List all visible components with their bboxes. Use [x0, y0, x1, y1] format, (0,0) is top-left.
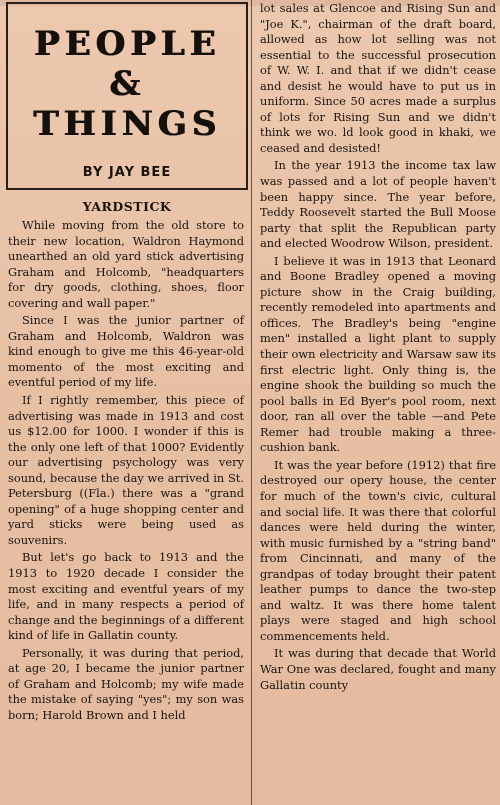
- right-paragraph: It was the year before (1912) that fire destroyed our opery house, the center for much of the town's civic, cultural and social life. It was there that colorful dances were held during the winter, with music furnished by a "string band" from Cincinnati, and many of the grandpas of today brought their patent leather pumps to dance the two-step and waltz. It was there home talent plays were staged and high school commencements held.: [260, 457, 496, 643]
- masthead-line-people: PEOPLE: [33, 24, 221, 64]
- left-paragraph: If I rightly remember, this piece of advertising was made in 1913 and cost us $12.00 for 1000. I wonder if this is the only one left of that 1000? Evidently our advertising psychology was very sound, because the day we arrived in St. Petersburg ((Fla.) there was a "grand opening" of a huge shopping center and yard sticks were being used as souvenirs.: [8, 393, 244, 547]
- byline: BY JAY BEE: [82, 165, 172, 180]
- left-paragraph: While moving from the old store to their new location, Waldron Haymond unearthed an old yard stick advertising Graham and Holcomb, "headquarters for dry goods, clothing, shoes, floor covering and wall paper.": [8, 218, 244, 310]
- left-column-text: [8, 218, 244, 726]
- right-paragraph: I believe it was in 1913 that Leonard and Boone Bradley opened a moving picture show in the Craig building, recently remodeled into apartments and offices. The Bradley's being "engine men" installed a light plant to supply their own electricity and Warsaw saw its first electric light. Only thing is, the engine shook the building so much the pool balls in Ed Byer's pool room, next door, ran all over the table —and Pete Remer had trouble making a three-cushion bank.: [260, 253, 496, 455]
- left-paragraph: But let's go back to 1913 and the 1913 to 1920 decade I consider the most exciting and eventful years of my life, and in many respects a period of change and the beginnings of a different kind of life in Gallatin county.: [8, 550, 244, 643]
- left-paragraph: Personally, it was during that period, at age 20, I became the junior partner of Graham and Holcomb; my wife made the mistake of saying "yes"; my son was born; Harold Brown and I held: [8, 645, 244, 722]
- masthead-line-things: THINGS: [33, 104, 221, 144]
- right-paragraph: lot sales at Glencoe and Rising Sun and "Joe K.", chairman of the draft board, allowed as how lot selling was not essential to the successful prosecution of W. W. I. and that if we didn't cease and desist he would have to put us in uniform. Since 50 acres made a surplus of lots for Rising Sun and we didn't think we wo. ld look good in khaki, we ceased and desisted!: [260, 1, 496, 155]
- left-paragraph: Since I was the junior partner of Graham and Holcomb, Waldron was kind enough to give me this 46-year-old momento of the most exciting and eventful period of my life.: [8, 313, 244, 390]
- column-heading: YARDSTICK: [82, 199, 172, 214]
- masthead-line-ampersand: &: [109, 64, 145, 104]
- right-paragraph: It was during that decade that World War One was declared, fought and many Gallatin county: [260, 646, 496, 692]
- right-column-text: [260, 1, 496, 695]
- column-divider: [251, 0, 252, 805]
- column-masthead: [6, 2, 248, 190]
- right-paragraph: In the year 1913 the income tax law was passed and a lot of people haven't been happy since. The year before, Teddy Roosevelt started the Bull Moose party that split the Republican party and elected Woodrow Wilson, president.: [260, 158, 496, 251]
